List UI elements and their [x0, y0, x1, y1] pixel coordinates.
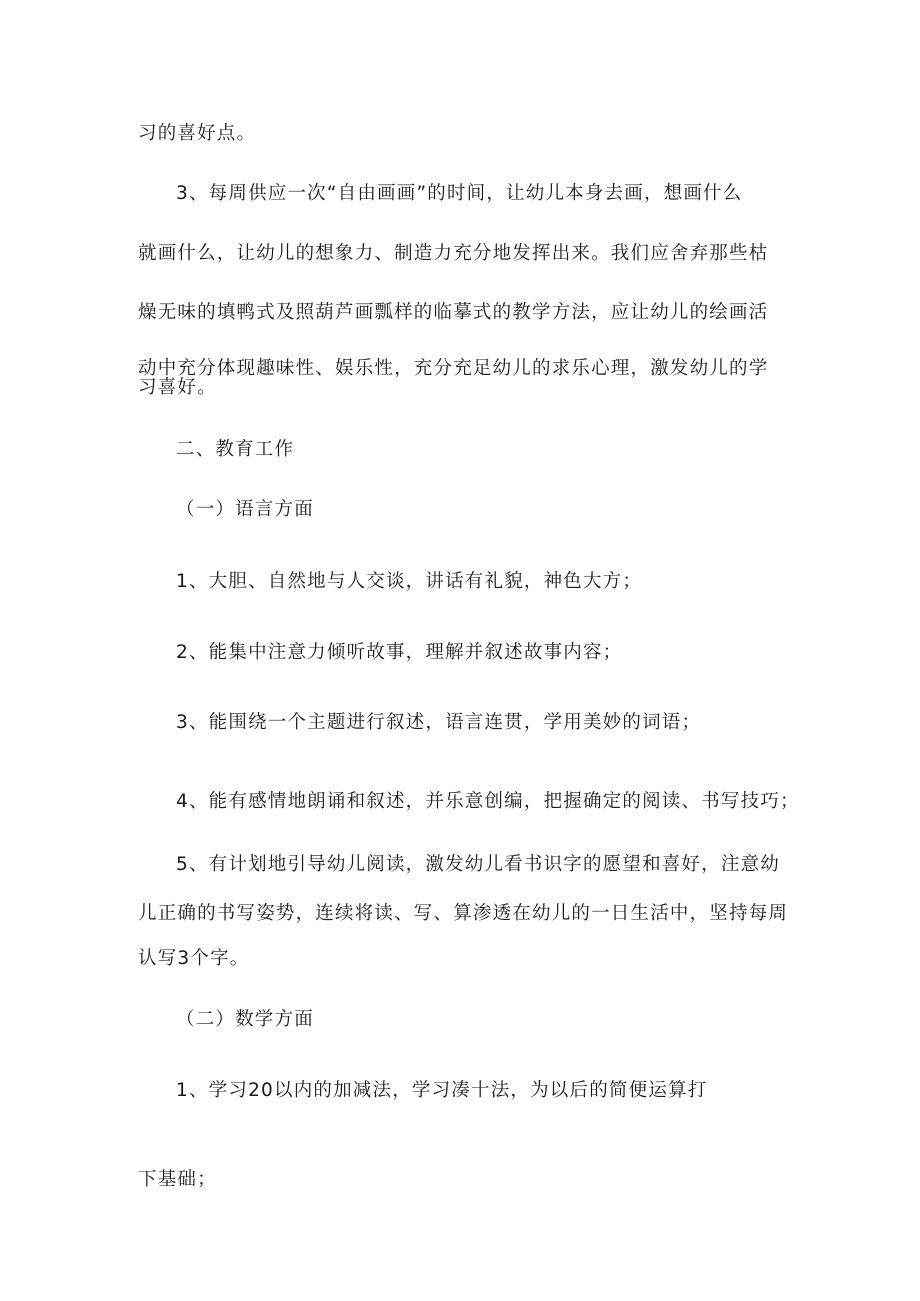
- list-item: 3、能围绕一个主题进行叙述，语言连贯，学用美妙的词语；: [176, 712, 702, 733]
- list-item: 4、能有感情地朗诵和叙述，并乐意创编，把握确定的阅读、书写技巧；: [176, 791, 800, 812]
- subsection-heading: （一）语言方面: [176, 499, 314, 520]
- text-line: 下基础；: [138, 1169, 217, 1190]
- list-item: 5、有计划地引导幼儿阅读，激发幼儿看书识字的愿望和喜好，注意幼: [176, 854, 780, 875]
- text-line: 燥无味的填鸭式及照葫芦画瓢样的临摹式的教学方法，应让幼儿的绘画活: [138, 302, 769, 323]
- text-line: 习的喜好点。: [138, 123, 257, 144]
- text-line: 就画什么，让幼儿的想象力、制造力充分地发挥出来。我们应舍弃那些枯: [138, 243, 769, 264]
- text-line: 动中充分体现趣味性、娱乐性，充分充足幼儿的求乐心理，激发幼儿的学: [138, 358, 769, 379]
- subsection-heading: （二）数学方面: [176, 1009, 314, 1030]
- list-item: 1、大胆、自然地与人交谈，讲话有礼貌，神色大方；: [176, 571, 643, 592]
- text-line: 儿正确的书写姿势，连续将读、写、算渗透在幼儿的一日生活中，坚持每周: [138, 903, 789, 924]
- list-item: 2、能集中注意力倾听故事，理解并叙述故事内容；: [176, 642, 623, 663]
- section-heading: 二、教育工作: [176, 439, 295, 460]
- text-line: 习喜好。: [138, 377, 217, 398]
- list-item: 1、学习20以内的加减法，学习凑十法，为以后的简便运算打: [176, 1080, 708, 1101]
- text-line: 3、每周供应一次“自由画画”的时间，让幼儿本身去画，想画什么: [176, 183, 743, 204]
- text-line: 认写3个字。: [138, 948, 250, 969]
